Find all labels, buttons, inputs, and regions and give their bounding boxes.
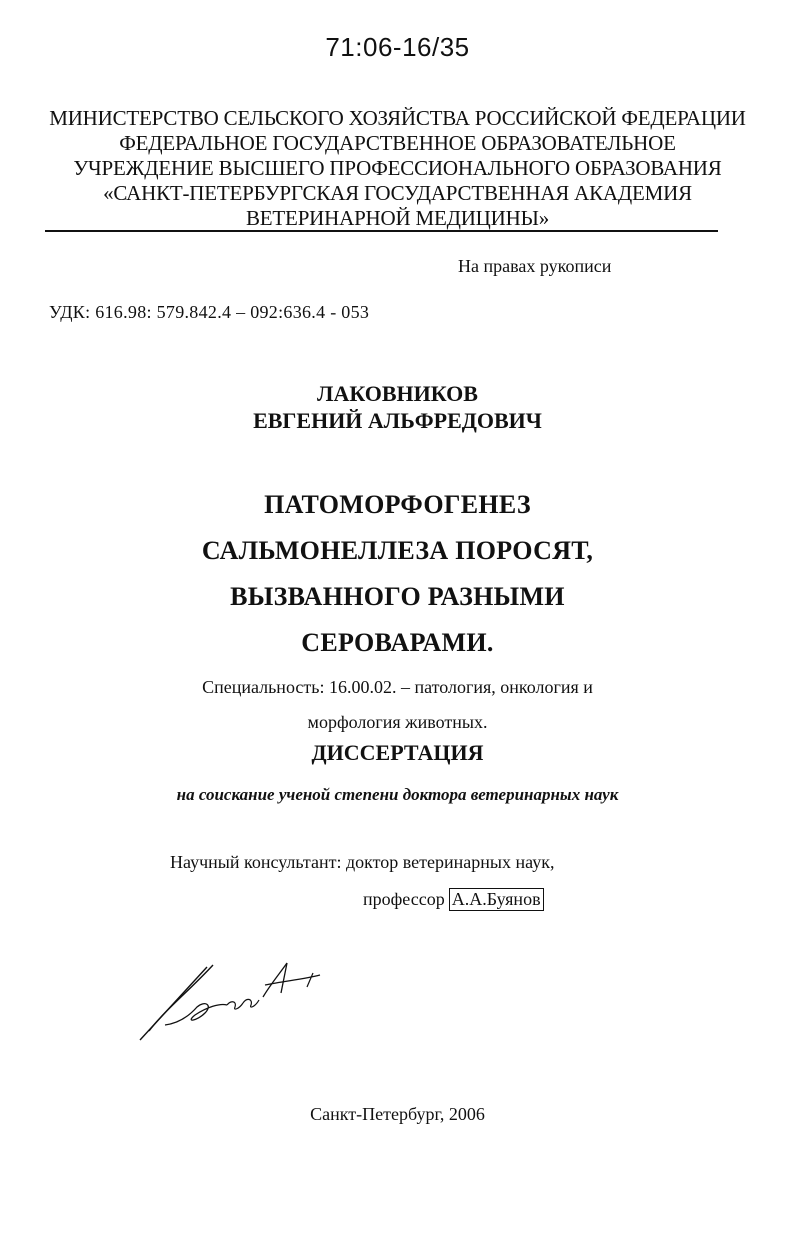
- specialty-line: морфология животных.: [307, 712, 488, 732]
- degree-statement: на соискание ученой степени доктора ветеринарных наук: [176, 785, 619, 804]
- catalog-number: 71:06-16/35: [325, 32, 470, 62]
- consultant-name-line: [363, 888, 544, 911]
- author-given-names: ЕВГЕНИЙ АЛЬФРЕДОВИЧ: [253, 408, 542, 433]
- author-block: [0, 380, 795, 434]
- author-surname: ЛАКОВНИКОВ: [317, 381, 478, 406]
- title-line: ПАТОМОРФОГЕНЕЗ: [264, 490, 531, 519]
- consultant-name: А.А.Буянов: [449, 888, 544, 911]
- thesis-title: [0, 482, 795, 666]
- city-year: Санкт-Петербург, 2006: [310, 1104, 485, 1124]
- consultant-line: Научный консультант: доктор ветеринарных наук,: [170, 852, 555, 872]
- signature-icon: [135, 945, 335, 1045]
- consultant-title: профессор: [363, 889, 445, 909]
- title-line: СЕРОВАРАМИ.: [301, 628, 494, 657]
- rights-note: На правах рукописи: [458, 256, 612, 276]
- title-line: ВЫЗВАННОГО РАЗНЫМИ: [230, 582, 565, 611]
- document-type: ДИССЕРТАЦИЯ: [311, 740, 484, 765]
- institution-block: [0, 106, 795, 231]
- header-divider: [45, 230, 718, 232]
- specialty-line: Специальность: 16.00.02. – патология, онкология и: [202, 677, 593, 697]
- institution-line: МИНИСТЕРСТВО СЕЛЬСКОГО ХОЗЯЙСТВА РОССИЙСКОЙ ФЕДЕРАЦИИ: [49, 106, 746, 130]
- institution-line: УЧРЕЖДЕНИЕ ВЫСШЕГО ПРОФЕССИОНАЛЬНОГО ОБРАЗОВАНИЯ: [73, 156, 722, 180]
- institution-line: ВЕТЕРИНАРНОЙ МЕДИЦИНЫ»: [246, 206, 549, 230]
- institution-line: «САНКТ-ПЕТЕРБУРГСКАЯ ГОСУДАРСТВЕННАЯ АКАДЕМИЯ: [103, 181, 692, 205]
- specialty-block: [0, 670, 795, 740]
- udk-code: УДК: 616.98: 579.842.4 – 092:636.4 - 053: [49, 302, 370, 322]
- title-line: САЛЬМОНЕЛЛЕЗА ПОРОСЯТ,: [201, 536, 594, 565]
- institution-line: ФЕДЕРАЛЬНОЕ ГОСУДАРСТВЕННОЕ ОБРАЗОВАТЕЛЬНОЕ: [119, 131, 676, 155]
